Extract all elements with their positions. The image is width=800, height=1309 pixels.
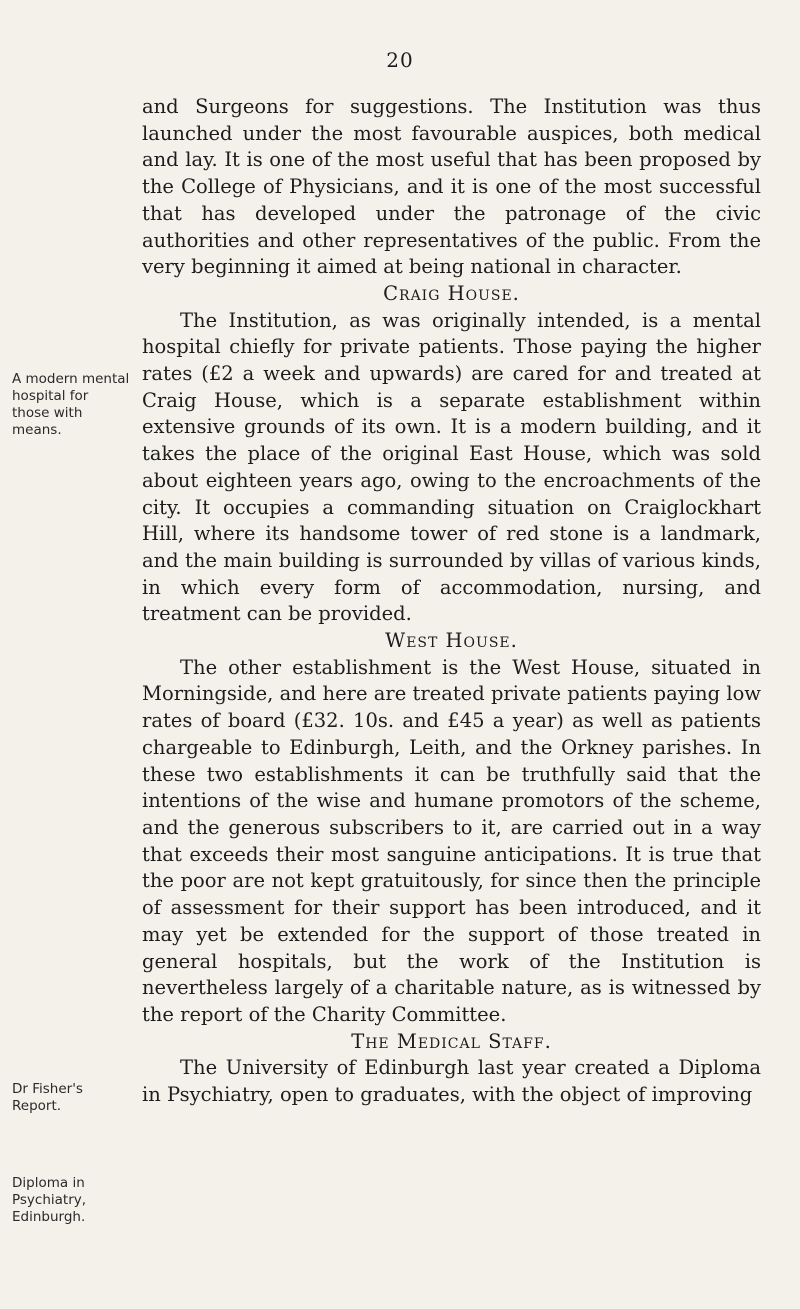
paragraph-intro: and Surgeons for suggestions. The Institution was thus launched under the most favourable auspices, both medical and lay. It is one of the most useful that has been proposed by the College of Physicians, and it is one of the most successful that has developed under the patronage of the civic authorities and other representatives of the public. From the very beginning it aimed at being national in character. [142,95,761,279]
margin-note-fisher-report: Dr Fisher's Report. [12,1081,83,1114]
heading-craig-house: Craig House. [383,281,520,305]
heading-west-house: West House. [385,629,518,653]
heading-medical-staff: The Medical Staff. [351,1029,552,1053]
paragraph-craig-house: The Institution, as was originally intended, is a mental hospital chiefly for private patients. Those paying the higher rates (£2 a week and upwards) are cared for and treated at Craig House, which is a separate establishment within extensive grounds of its own. It is a modern building, and it takes the place of the original East House, which was sold about eighteen years ago, owing to the encroachments of the city. It occupies a commanding situation on Craiglockhart Hill, where its handsome tower of red stone is a landmark, and the main building is surrounded by villas of various kinds, in which every form of accommodation, nursing, and treatment can be provided. [142,308,761,626]
margin-note-diploma: Diploma in Psychiatry, Edinburgh. [12,1175,87,1225]
page-number: 20 [386,48,414,72]
paragraph-medical-staff: The University of Edinburgh last year created a Diploma in Psychiatry, open to graduates, with the object of improving [142,1056,761,1107]
main-text [142,94,761,1109]
margin-note-modern-hospital: A modern mental hospital for those with means. [12,371,130,438]
paragraph-west-house: The other establishment is the West House, situated in Morningside, and here are treated private patients paying low rates of board (£32. 10s. and £45 a year) as well as patients chargeable to Edinburgh, Leith, and the Orkney parishes. In these two establishments it can be truthfully said that the intentions of the wise and humane promotors of the scheme, and the generous subscribers to it, are carried out in a way that exceeds their most sanguine anticipations. It is true that the poor are not kept gratuitously, for since then the principle of assessment for their support has been introduced, and it may yet be extended for the support of those treated in general hospitals, but the work of the Institution is nevertheless largely of a charitable nature, as is witnessed by the report of the Charity Committee. [142,655,761,1026]
